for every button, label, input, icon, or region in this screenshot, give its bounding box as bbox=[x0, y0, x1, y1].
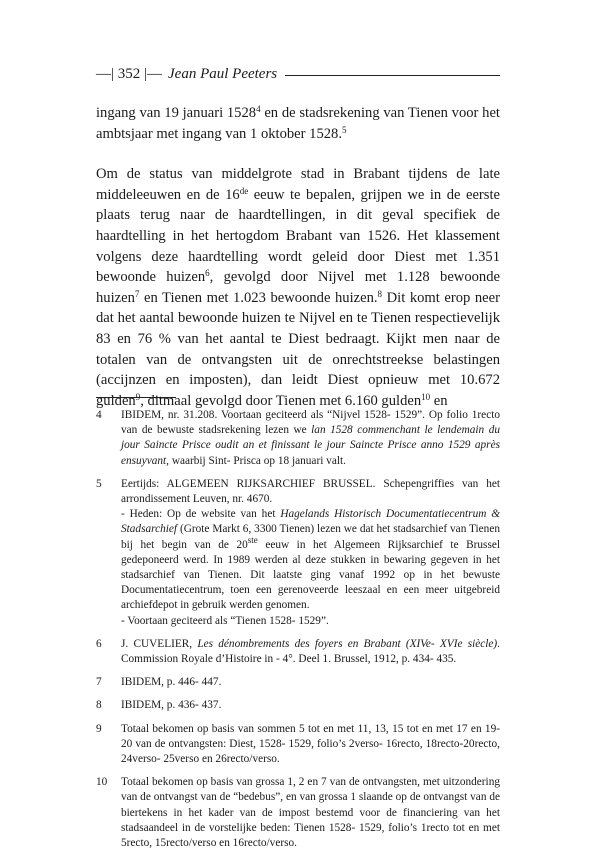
footnote-number: 6 bbox=[96, 637, 102, 650]
text-run: IBIDEM, nr. 31.208. Voortaan geciteerd als “Nijvel 1528- 1529”. Op folio 1recto van de bewuste stadsrekening lezen we bbox=[121, 409, 500, 437]
text-run: en Tienen met 1.023 bewoonde huizen. bbox=[139, 289, 378, 306]
ordinal-suffix: ste bbox=[247, 534, 258, 545]
footnote-ref-9[interactable]: 9 bbox=[135, 391, 141, 402]
text-run: , ditmaal gevolgd door Tienen met 6.160 gulden bbox=[140, 392, 422, 409]
page-number: —| 352 |— bbox=[96, 66, 163, 82]
footnote-number: 7 bbox=[96, 676, 102, 689]
footnotes bbox=[96, 408, 500, 859]
text-run: J. CUVELIER, bbox=[121, 637, 198, 650]
header-rule bbox=[285, 75, 500, 76]
text-run: en bbox=[430, 392, 448, 409]
footnote-text: Totaal bekomen op basis van grossa 1, 2 en 7 van de ontvangsten, met uitzondering van de ontvangst van de “bedebus”, en van grossa 1 slaande op de ontvangst van de biertekens in het kader van de impost bestemd voor de financiering van het stadsaandeel in de vorstelijke beden: Tienen 1528- 1529, folio’s 1recto tot en met 5recto, 15recto/verso en 16recto/verso. bbox=[121, 776, 500, 850]
footnote-text: Totaal bekomen op basis van sommen 5 tot en met 11, 13, 15 tot en met 17 en 19- 20 van de ontvangsten: Diest, 1528- 1529, folio’s 2verso- 16recto, 18recto-20recto, 24verso- 25verso en 26recto/verso. bbox=[121, 722, 500, 766]
footnote-ref-4[interactable]: 4 bbox=[256, 104, 261, 114]
institution-name: Hagelands Historisch Documentatiecentrum & Stadsarchief bbox=[121, 508, 501, 536]
footnote-7 bbox=[96, 675, 500, 690]
paragraph-2 bbox=[96, 164, 500, 411]
footnote-6 bbox=[96, 637, 500, 667]
footnote-ref-8[interactable]: 8 bbox=[377, 288, 383, 299]
main-text bbox=[96, 103, 500, 411]
footnote-10 bbox=[96, 775, 500, 851]
text-run: en de stadsrekening van Tienen voor het ambtsjaar met ingang van 1 oktober 1528. bbox=[96, 105, 500, 142]
footnote-ref-7[interactable]: 7 bbox=[134, 288, 140, 299]
footnote-number: 5 bbox=[96, 477, 102, 490]
quoted-source: lan 1528 commenchant le lendemain du jour Saincte Prisce oudit an et finissant le jour Saincte Prisce anno 1529 après ensuyvant bbox=[121, 424, 500, 467]
footnote-4 bbox=[96, 408, 500, 469]
text-run: - Heden: Op de website van het bbox=[121, 508, 281, 521]
ordinal-suffix: de bbox=[239, 185, 249, 196]
footnote-text: IBIDEM, p. 446- 447. bbox=[121, 676, 222, 689]
text-run: (Grote Markt 6, 3300 Tienen) lezen we dat het stadsarchief van Tienen bij het begin van de 20 bbox=[121, 523, 500, 551]
footnote-text bbox=[121, 477, 500, 629]
text-line: Eertijds: ALGEMEEN RIJKSARCHIEF BRUSSEL. Schepengriffies van het arrondissement Leuven, nr. 4670. bbox=[121, 477, 500, 506]
footnote-text bbox=[121, 408, 500, 469]
text-run: ingang van 19 januari 1528 bbox=[96, 105, 257, 121]
footnote-5 bbox=[96, 477, 500, 629]
text-line: - Voortaan geciteerd als “Tienen 1528- 1529”. bbox=[121, 614, 329, 627]
book-title: Les dénombrements des foyers en Brabant (XIVe- XVIe siècle) bbox=[197, 637, 498, 650]
footnote-text: IBIDEM, p. 436- 437. bbox=[121, 699, 222, 712]
text-line bbox=[121, 507, 500, 613]
text-run: . Commission Royale d’Histoire in - 4°. Deel 1. Brussel, 1912, p. 434- 435. bbox=[121, 637, 500, 666]
text-run: , gevolgd door Nijvel met 1.128 bewoonde huizen bbox=[96, 269, 500, 306]
footnote-separator bbox=[96, 397, 176, 398]
footnote-text bbox=[121, 637, 500, 667]
footnote-8 bbox=[96, 698, 500, 713]
footnote-number: 10 bbox=[96, 776, 108, 789]
text-run: eeuw in het Algemeen Rijksarchief te Brussel gedeponeerd werd. In 1989 werden al deze stukken in bewaring gegeven in het stadsarchief van Tienen. Dit laatste ging vanaf 1992 op in het bewuste Documentatiecentrum, toen een gerenoveerde leeszaal en een meer uitgebreid archiefdepot in gebruik werden genomen. bbox=[121, 538, 501, 612]
text-run: Om de status van middelgrote stad in Brabant tijdens de late middeleeuwen en de 16 bbox=[96, 166, 500, 203]
footnote-9 bbox=[96, 722, 500, 768]
text-run: Dit komt erop neer dat het aantal bewoonde huizen te Nijvel en te Tienen respectievelijk 83 en 76 % van het aantal te Diest bedraagt. Kijkt men naar de totalen van de ontvangsten uit de onrechtstreekse belastingen (accijnzen en imposten), dan leidt Diest opnieuw met 10.672 gulden bbox=[96, 289, 500, 409]
footnote-ref-6[interactable]: 6 bbox=[205, 268, 210, 279]
footnote-number: 9 bbox=[96, 722, 102, 735]
text-run: eeuw te bepalen, grijpen we in de eerste plaats terug naar de haardtellingen, in dit geval specifiek de haardtelling in het hertogdom Brabant van 1526. Het klassement volgens deze haardtelling wordt geleid door Diest met 1.351 bewoonde huizen bbox=[96, 186, 500, 286]
running-header bbox=[96, 64, 500, 84]
footnote-number: 4 bbox=[96, 409, 102, 421]
running-header-author: Jean Paul Peeters bbox=[168, 66, 278, 82]
footnote-number: 8 bbox=[96, 699, 102, 712]
text-run: , waarbij Sint- Prisca op 18 januari valt. bbox=[166, 454, 346, 467]
paragraph-1 bbox=[96, 103, 500, 144]
footnote-ref-5[interactable]: 5 bbox=[342, 124, 347, 135]
footnote-ref-10[interactable]: 10 bbox=[421, 391, 431, 402]
